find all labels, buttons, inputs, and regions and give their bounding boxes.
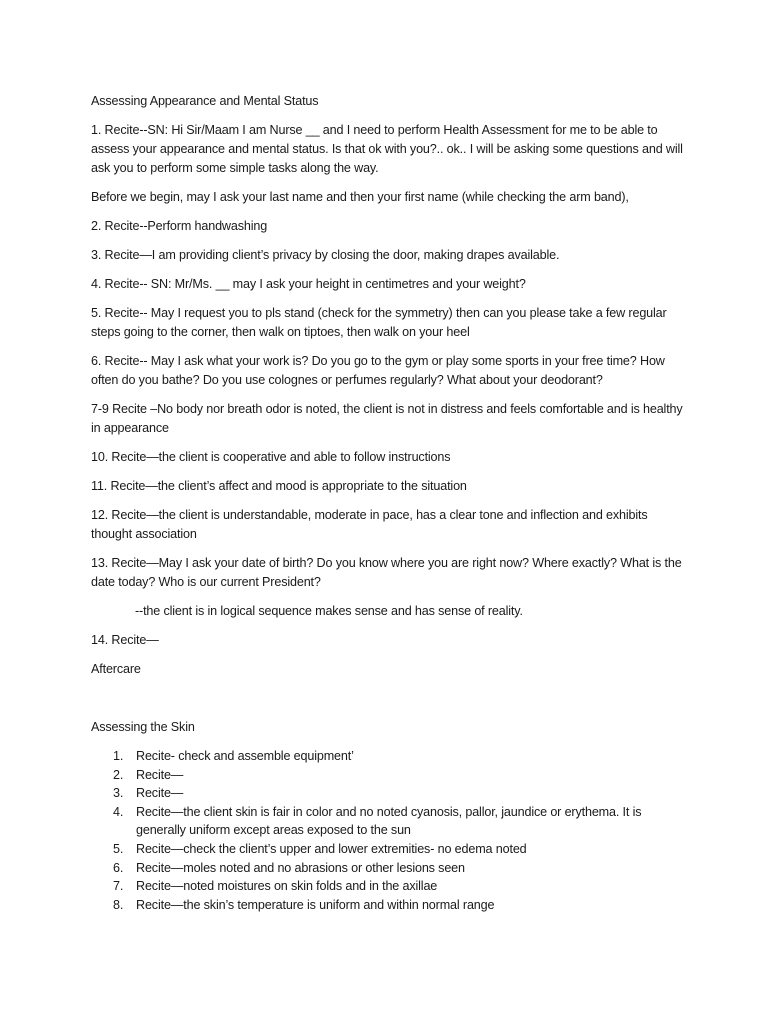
paragraph-step-13-note: --the client is in logical sequence makes sense and has sense of reality.: [135, 604, 523, 618]
paragraph-name-check: Before we begin, may I ask your last name and then your first name (while checking the arm band),: [91, 190, 629, 204]
list-item: 6. Recite—moles noted and no abrasions or other lesions seen: [113, 860, 465, 875]
section-title-skin: Assessing the Skin: [91, 720, 195, 734]
paragraph-step-5: 5. Recite-- May I request you to pls stand (check for the symmetry) then can you please take a few regular steps going to the corner, then walk on tiptoes, then walk on your heel: [91, 306, 667, 339]
section-title-appearance: Assessing Appearance and Mental Status: [91, 94, 319, 108]
paragraph-step-7-9: 7-9 Recite –No body nor breath odor is noted, the client is not in distress and feels comfortable and is healthy in appearance: [91, 402, 683, 435]
paragraph-step-1: 1. Recite--SN: Hi Sir/Maam I am Nurse __ and I need to perform Health Assessment for me to be able to assess your appearance and mental status. Is that ok with you?.. ok.. I will be asking some questions and will ask you to perform some simple tasks along the way.: [91, 123, 683, 175]
paragraph-step-6: 6. Recite-- May I ask what your work is? Do you go to the gym or play some sports in your free time? How often do you bathe? Do you use colognes or perfumes regularly? What about your deodorant?: [91, 354, 665, 387]
list-item: 3. Recite—: [113, 786, 184, 801]
paragraph-step-2: 2. Recite--Perform handwashing: [91, 219, 268, 233]
list-item: 7. Recite—noted moistures on skin folds and in the axillae: [113, 879, 438, 894]
list-item: 8. Recite—the skin’s temperature is uniform and within normal range: [113, 897, 495, 912]
list-item: 2. Recite—: [113, 767, 184, 782]
paragraph-step-13: 13. Recite—May I ask your date of birth? Do you know where you are right now? Where exactly? What is the date today? Who is our current President?: [91, 556, 682, 589]
paragraph-step-11: 11. Recite—the client’s affect and mood is appropriate to the situation: [91, 479, 467, 493]
paragraph-step-4: 4. Recite-- SN: Mr/Ms. __ may I ask your height in centimetres and your weight?: [91, 277, 526, 291]
list-item: 1. Recite- check and assemble equipment’: [113, 749, 354, 763]
skin-steps-list: [91, 747, 691, 914]
list-item: 5. Recite—check the client’s upper and lower extremities- no edema noted: [113, 841, 527, 856]
paragraph-step-14: 14. Recite—: [91, 633, 159, 647]
paragraph-step-3: 3. Recite—I am providing client’s privacy by closing the door, making drapes available.: [91, 248, 560, 262]
list-item: 4. Recite—the client skin is fair in color and no noted cyanosis, pallor, jaundice or erythema. It is generally uniform except areas exposed to the sun: [113, 804, 642, 838]
paragraph-aftercare: Aftercare: [91, 662, 141, 676]
paragraph-step-10: 10. Recite—the client is cooperative and able to follow instructions: [91, 450, 451, 464]
paragraph-step-12: 12. Recite—the client is understandable, moderate in pace, has a clear tone and inflection and exhibits thought association: [91, 508, 648, 541]
